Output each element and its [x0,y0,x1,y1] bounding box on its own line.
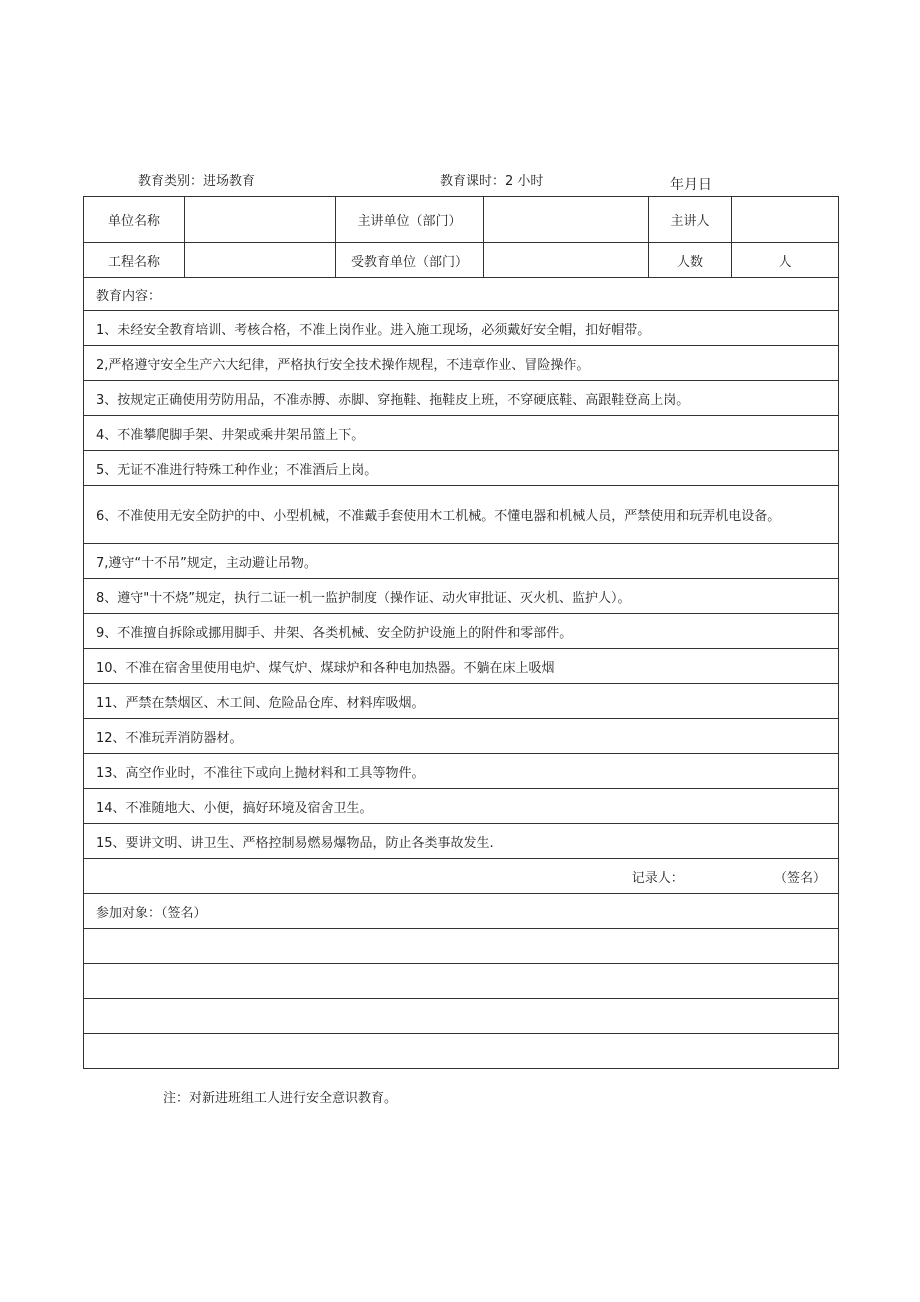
rule-item-6: 6、不准使用无安全防护的中、小型机械，不准戴手套使用木工机械。不懂电器和机械人员，严禁使用和玩弄机电设备。 [84,486,839,544]
participant-signature-line[interactable] [84,1034,839,1069]
rule-item-9: 9、不准擅自拆除或挪用脚手、井架、各类机械、安全防护设施上的附件和零部件。 [84,614,839,649]
unit-name-value[interactable] [185,197,336,243]
participant-signature-line[interactable] [84,929,839,964]
date-field: 年月日 [670,177,712,193]
list-item [84,381,839,416]
unit-name-label: 单位名称 [84,197,185,243]
list-item [84,311,839,346]
list-item [84,824,839,859]
participants-label: 参加对象：（签名） [84,894,839,929]
lecturer-label: 主讲人 [649,197,732,243]
rule-item-2: 2,严格遵守安全生产六大纪律，严格执行安全技术操作规程，不违章作业、冒险操作。 [84,346,839,381]
list-item [84,416,839,451]
rule-item-8: 8、遵守"十不烧”规定，执行二证一机一监护制度（操作证、动火审批证、灭火机、监护人）。 [84,579,839,614]
participant-row [84,929,839,964]
rule-item-14: 14、不准随地大、小便，搞好环境及宿舍卫生。 [84,789,839,824]
count-value[interactable]: 人 [732,243,839,278]
list-item [84,544,839,579]
rule-item-4: 4、不准攀爬脚手架、井架或乘井架吊篮上下。 [84,416,839,451]
list-item [84,579,839,614]
list-item [84,719,839,754]
list-item [84,614,839,649]
table-row [84,243,839,278]
trainee-unit-value[interactable] [484,243,649,278]
rule-item-7: 7,遵守“十不吊”规定，主动避让吊物。 [84,544,839,579]
list-item [84,684,839,719]
project-name-label: 工程名称 [84,243,185,278]
lecturer-value[interactable] [732,197,839,243]
list-item [84,649,839,684]
rule-item-3: 3、按规定正确使用劳防用品，不准赤膊、赤脚、穿拖鞋、拖鞋皮上班，不穿硬底鞋、高跟鞋登高上岗。 [84,381,839,416]
rule-item-1: 1、未经安全教育培训、考核合格，不准上岗作业。进入施工现场，必须戴好安全帽，扣好帽带。 [84,311,839,346]
rule-item-11: 11、严禁在禁烟区、木工间、危险品仓库、材料库吸烟。 [84,684,839,719]
trainee-unit-label: 受教育单位（部门） [336,243,484,278]
education-hours: 教育课时：2 小时 [440,174,544,189]
list-item [84,451,839,486]
table-row [84,859,839,894]
list-item [84,754,839,789]
list-item [84,486,839,544]
lecturer-unit-label: 主讲单位（部门） [336,197,484,243]
participant-signature-line[interactable] [84,964,839,999]
recorder-row[interactable] [84,859,839,894]
participant-row [84,1034,839,1069]
recorder-sign: （签名） [773,870,826,886]
list-item [84,346,839,381]
content-label: 教育内容： [84,278,839,311]
rule-item-15: 15、要讲文明、讲卫生、严格控制易燃易爆物品，防止各类事故发生. [84,824,839,859]
lecturer-unit-value[interactable] [484,197,649,243]
education-category: 教育类别：进场教育 [138,174,256,189]
list-item [84,789,839,824]
rule-item-13: 13、高空作业时，不准往下或向上抛材料和工具等物件。 [84,754,839,789]
table-row [84,197,839,243]
participant-row [84,964,839,999]
recorder-label: 记录人： [631,870,684,886]
rule-item-12: 12、不准玩弄消防器材。 [84,719,839,754]
participant-row [84,999,839,1034]
project-name-value[interactable] [185,243,336,278]
table-row [84,278,839,311]
education-record-table [83,196,839,1069]
rule-item-5: 5、无证不准进行特殊工种作业；不准酒后上岗。 [84,451,839,486]
table-row [84,894,839,929]
participant-signature-line[interactable] [84,999,839,1034]
count-label: 人数 [649,243,732,278]
rule-item-10: 10、不准在宿舍里使用电炉、煤气炉、煤球炉和各种电加热器。不躺在床上吸烟 [84,649,839,684]
footer-note: 注：对新进班组工人进行安全意识教育。 [163,1091,398,1106]
